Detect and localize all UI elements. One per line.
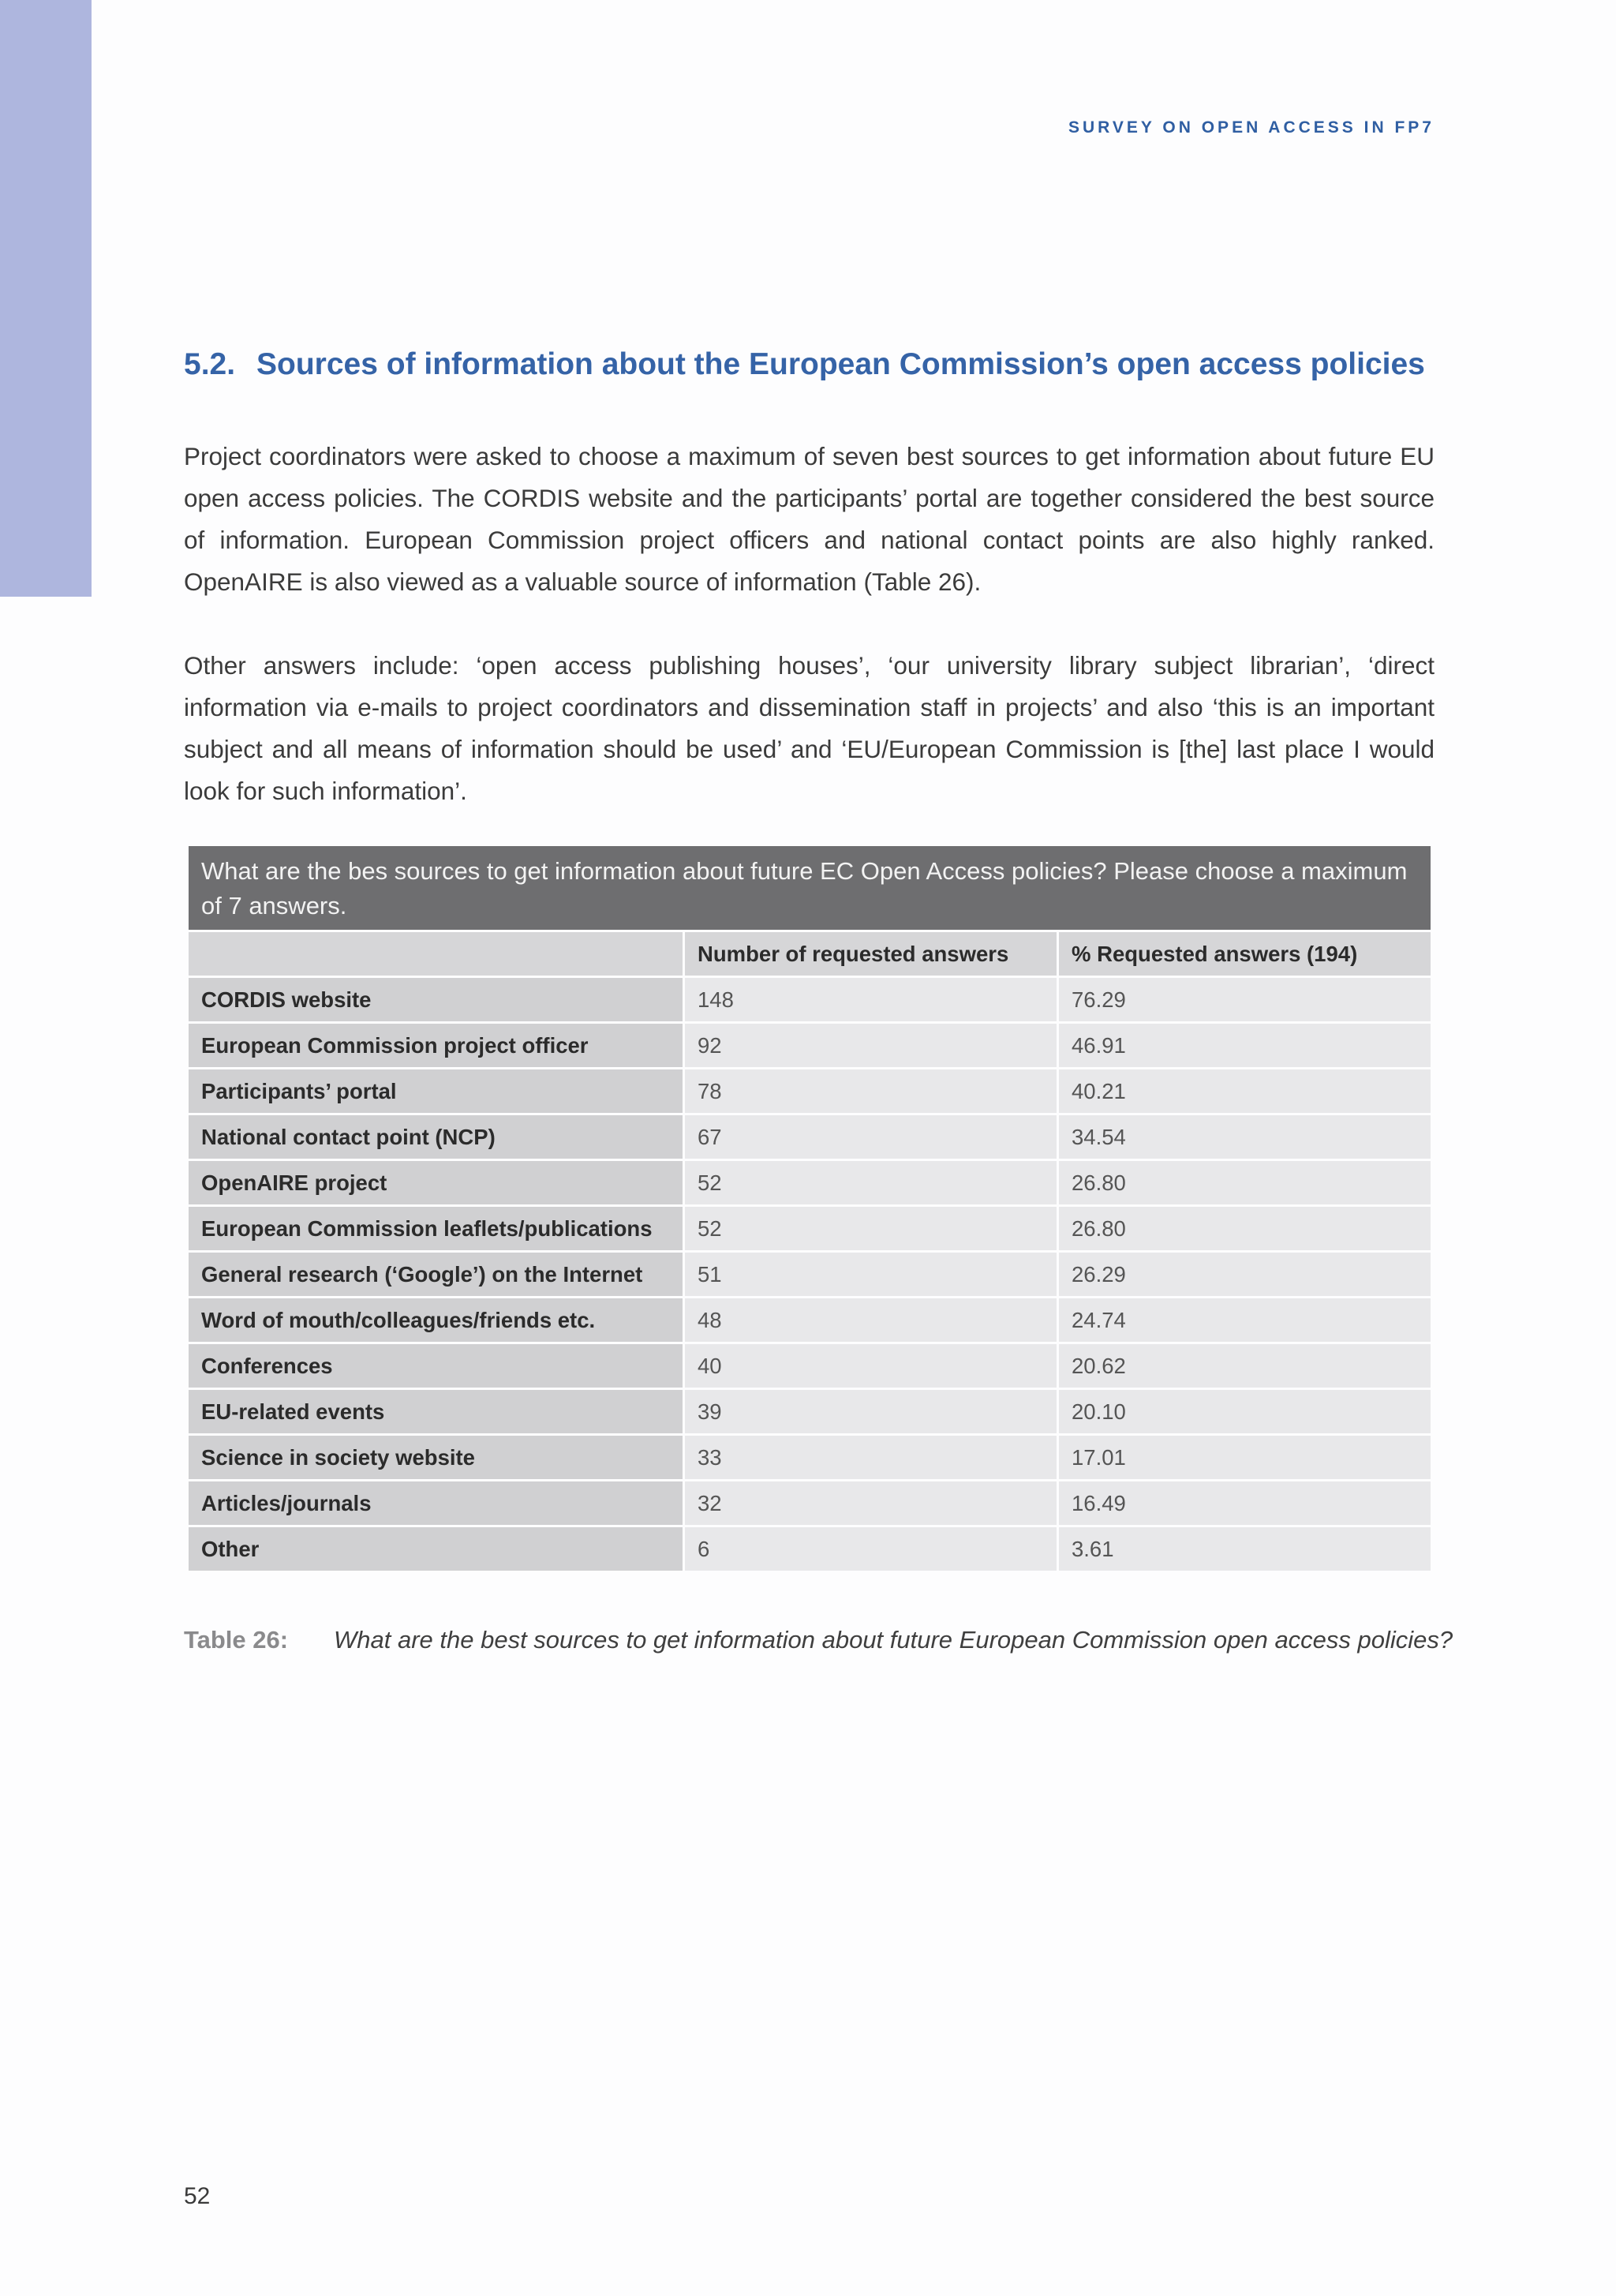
page-number: 52 — [184, 2183, 211, 2209]
row-label: European Commission project officer — [189, 1024, 683, 1067]
table-row — [189, 1298, 1431, 1342]
row-label: Science in society website — [189, 1436, 683, 1479]
row-count: 48 — [685, 1298, 1057, 1342]
row-count: 33 — [685, 1436, 1057, 1479]
row-percent: 26.29 — [1059, 1253, 1431, 1296]
table-row — [189, 1207, 1431, 1250]
row-label: Word of mouth/colleagues/friends etc. — [189, 1298, 683, 1342]
sources-table — [186, 844, 1433, 1573]
row-label: Participants’ portal — [189, 1069, 683, 1113]
row-percent: 46.91 — [1059, 1024, 1431, 1067]
row-count: 32 — [685, 1481, 1057, 1525]
row-label: General research (‘Google’) on the Internet — [189, 1253, 683, 1296]
row-label: Other — [189, 1527, 683, 1571]
row-percent: 26.80 — [1059, 1161, 1431, 1204]
column-header-blank — [189, 932, 683, 976]
row-percent: 17.01 — [1059, 1436, 1431, 1479]
table-caption — [184, 1626, 1453, 1654]
row-label: OpenAIRE project — [189, 1161, 683, 1204]
row-percent: 26.80 — [1059, 1207, 1431, 1250]
section-heading — [184, 347, 1435, 382]
row-count: 67 — [685, 1115, 1057, 1159]
row-count: 52 — [685, 1161, 1057, 1204]
caption-label: Table 26: — [184, 1626, 289, 1654]
row-count: 52 — [685, 1207, 1057, 1250]
row-label: Conferences — [189, 1344, 683, 1388]
table-row — [189, 1436, 1431, 1479]
table-question: What are the bes sources to get information about future EC Open Access policies? Please choose a maximum of 7 answers. — [189, 846, 1431, 930]
row-percent: 20.62 — [1059, 1344, 1431, 1388]
section-number: 5.2. — [184, 347, 236, 381]
row-count: 6 — [685, 1527, 1057, 1571]
row-percent: 24.74 — [1059, 1298, 1431, 1342]
side-color-band — [0, 0, 92, 597]
column-header-percent: % Requested answers (194) — [1059, 932, 1431, 976]
table-row — [189, 1024, 1431, 1067]
row-label: European Commission leaflets/publications — [189, 1207, 683, 1250]
table-row — [189, 1481, 1431, 1525]
row-label: Articles/journals — [189, 1481, 683, 1525]
table-row — [189, 1390, 1431, 1433]
table-row — [189, 1527, 1431, 1571]
row-count: 148 — [685, 978, 1057, 1021]
table-row — [189, 1344, 1431, 1388]
row-percent: 40.21 — [1059, 1069, 1431, 1113]
column-header-count: Number of requested answers — [685, 932, 1057, 976]
paragraph-intro: Project coordinators were asked to choose a maximum of seven best sources to get information about future EU open access policies. The CORDIS website and the participants’ portal are together considered the best source of information. European Commission project officers and national contact points are also highly ranked. OpenAIRE is also viewed as a valuable source of information (Table 26). — [184, 442, 1435, 596]
paragraph-other-answers: Other answers include: ‘open access publishing houses’, ‘our university library subject librarian’, ‘direct information via e-mails to project coordinators and dissemination staff in projects’ and also ‘this is an important subject and all means of information should be used’ and ‘EU/European Commission is [the] last place I would look for such information’. — [184, 651, 1435, 805]
running-header: SURVEY ON OPEN ACCESS IN FP7 — [1068, 118, 1435, 137]
section-title: Sources of information about the European Commission’s open access policies — [256, 347, 1425, 381]
row-count: 51 — [685, 1253, 1057, 1296]
row-percent: 3.61 — [1059, 1527, 1431, 1571]
row-label: National contact point (NCP) — [189, 1115, 683, 1159]
row-count: 78 — [685, 1069, 1057, 1113]
table-row — [189, 1069, 1431, 1113]
row-count: 39 — [685, 1390, 1057, 1433]
row-label: EU-related events — [189, 1390, 683, 1433]
table-row — [189, 1161, 1431, 1204]
row-count: 92 — [685, 1024, 1057, 1067]
row-label: CORDIS website — [189, 978, 683, 1021]
row-percent: 16.49 — [1059, 1481, 1431, 1525]
row-percent: 34.54 — [1059, 1115, 1431, 1159]
row-percent: 20.10 — [1059, 1390, 1431, 1433]
table-row — [189, 1115, 1431, 1159]
table-row — [189, 1253, 1431, 1296]
table-row — [189, 978, 1431, 1021]
caption-text: What are the best sources to get information about future European Commission open access policies? — [334, 1626, 1453, 1654]
row-count: 40 — [685, 1344, 1057, 1388]
row-percent: 76.29 — [1059, 978, 1431, 1021]
